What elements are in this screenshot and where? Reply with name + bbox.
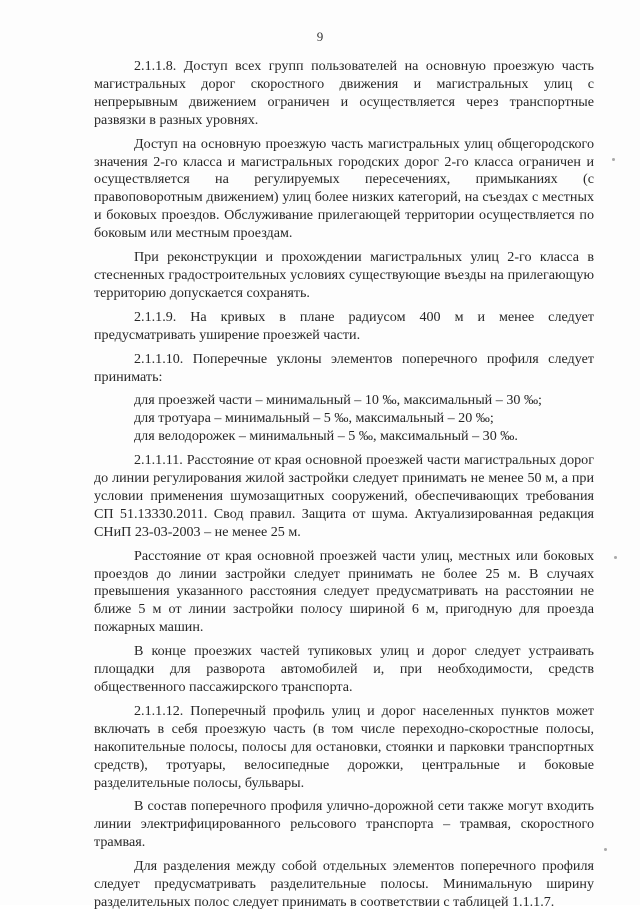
paragraph-dividing-strips: Для разделения между собой отдельных элементов поперечного профиля следует предусматривать разделительные полосы. Минимальную ширину разделительных полос следует принимать в соответствии с таблицей 1.1.1.7. <box>94 858 594 910</box>
paragraph-2-1-1-11: 2.1.1.11. Расстояние от края основной проезжей части магистральных дорог до линии регулирования жилой застройки следует принимать не менее 50 м, а при условии применения шумозащитных сооружений, обеспечивающих требования СП 51.13330.2011. Свод правил. Защита от шума. Актуализированная редакция СНиП 23-03-2003 – не менее 25 м. <box>94 452 594 540</box>
slope-item-bike-path: для велодорожек – минимальный – 5 ‰, максимальный – 30 ‰. <box>134 428 518 445</box>
paragraph-access-2nd-class: Доступ на основную проезжую часть магистральных улиц общегородского значения 2-го класса и магистральных городских дорог 2-го класса ограничен и осуществляется на регулируемых пересечениях, примыканиях (с правоповоротным движением) улиц более низких категорий, на съездах с местных и боковых проездов. Обслуживание прилегающей территории осуществляется по боковым или местным проездам. <box>94 135 594 242</box>
paragraph-reconstruction: При реконструкции и прохождении магистральных улиц 2-го класса в стесненных градостроительных условиях существующие въезды на прилегающую территорию допускается сохранять. <box>94 249 594 301</box>
scan-speck <box>604 848 607 851</box>
paragraph-2-1-1-9: 2.1.1.9. На кривых в плане радиусом 400 м и менее следует предусматривать уширение проезжей части. <box>94 308 594 343</box>
slope-item-sidewalk: для тротуара – минимальный – 5 ‰, максимальный – 20 ‰; <box>134 410 494 427</box>
paragraph-building-distance: Расстояние от края основной проезжей части улиц, местных или боковых проездов до линии застройки следует принимать не более 25 м. В случаях превышения указанного расстояния следует предусматривать на расстоянии не ближе 5 м от линии застройки полосу шириной 6 м, пригодную для проезда пожарных машин. <box>94 547 594 636</box>
paragraph-2-1-1-8: 2.1.1.8. Доступ всех групп пользователей на основную проезжую часть магистральных дорог скоростного движения и магистральных улиц с непрерывным движением ограничен и осуществляется через транспортные развязки в разных уровнях. <box>94 58 594 128</box>
scan-speck <box>612 158 615 161</box>
paragraph-2-1-1-12: 2.1.1.12. Поперечный профиль улиц и дорог населенных пунктов может включать в себя проезжую часть (в том числе переходно-скоростные полосы, накопительные полосы, полосы для остановки, стоянки и парковки транспортных средств), тротуары, велосипедные дорожки, центральные и боковые разделительные полосы, бульвары. <box>94 702 594 791</box>
paragraph-tram: В состав поперечного профиля улично-дорожной сети также могут входить линии электрифицированного рельсового транспорта – трамвая, скоростного трамвая. <box>94 798 594 851</box>
page-number: 9 <box>316 29 324 44</box>
document-body <box>94 58 594 918</box>
paragraph-turnaround: В конце проезжих частей тупиковых улиц и дорог следует устраивать площадки для разворота автомобилей и, при необходимости, средств общественного пассажирского транспорта. <box>94 643 594 695</box>
scan-speck <box>614 556 617 559</box>
slope-item-roadway: для проезжей части – минимальный – 10 ‰, максимальный – 30 ‰; <box>134 392 542 409</box>
paragraph-2-1-1-10: 2.1.1.10. Поперечные уклоны элементов поперечного профиля следует принимать: <box>94 350 594 385</box>
